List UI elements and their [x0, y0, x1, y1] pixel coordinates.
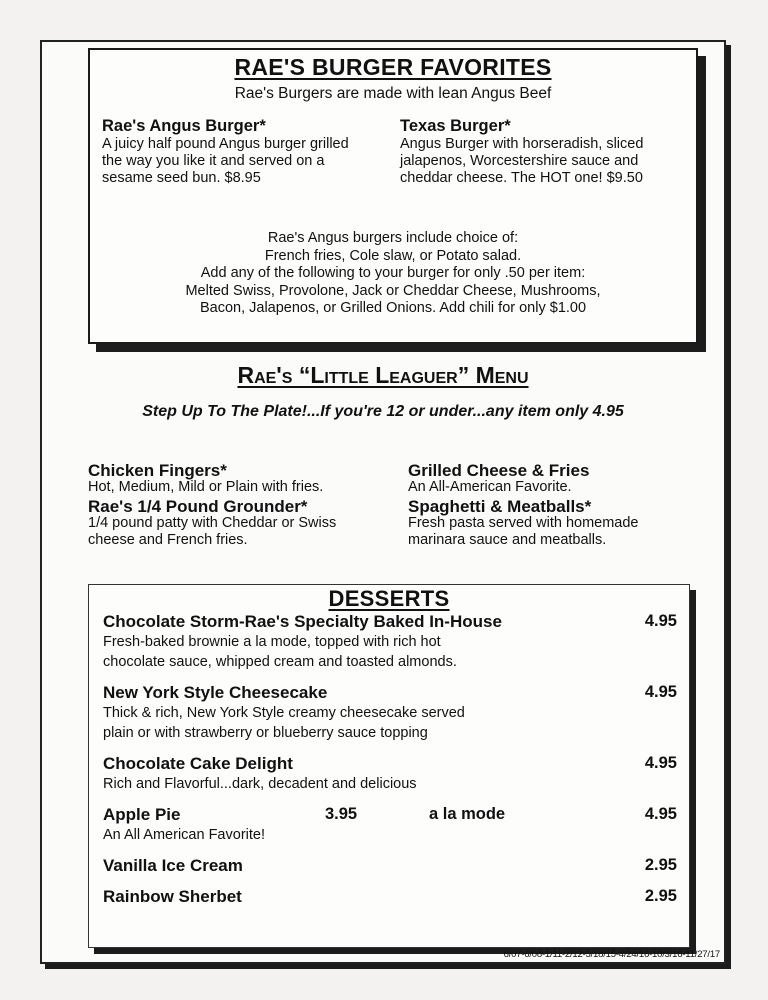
dessert-item: [103, 753, 677, 794]
texas-burger-item: [400, 118, 690, 187]
dessert-name: Vanilla Ice Cream: [103, 856, 243, 875]
item-name: Rae's 1/4 Pound Grounder*: [88, 497, 308, 516]
burger-includes-note: [90, 230, 696, 318]
includes-line: Add any of the following to your burger for only .50 per item:: [200, 265, 586, 281]
dessert-price: 2.95: [644, 887, 677, 905]
includes-line: French fries, Cole slaw, or Potato salad.: [264, 247, 522, 264]
angus-burger-item: [102, 118, 372, 187]
burger-favorites-box: [88, 48, 698, 344]
item-description: Angus Burger with horseradish, sliced jalapenos, Worcestershire sauce and cheddar cheese. The HOT one! $9.50: [400, 136, 644, 186]
item-description: A juicy half pound Angus burger grilled the way you like it and served on a sesame seed bun. $8.95: [102, 136, 349, 186]
revision-code: 6/07-6/08-1/11-2/12-5/18/15-4/24/16-10/3/16-11/27/17: [503, 949, 720, 960]
dessert-item: [103, 855, 677, 876]
dessert-description: An All American Favorite!: [103, 827, 265, 843]
includes-line: Bacon, Jalapenos, or Grilled Onions. Add chili for only $1.00: [199, 300, 587, 316]
dessert-item: [103, 804, 677, 845]
burger-section-title: RAE'S BURGER FAVORITES: [234, 54, 552, 80]
item-name: Texas Burger*: [400, 117, 511, 135]
dessert-name: Chocolate Storm-Rae's Specialty Baked In-House: [103, 612, 502, 631]
little-leaguer-tagline: Step Up To The Plate!...If you're 12 or under...any item only 4.95: [142, 403, 624, 420]
little-leaguer-title: Rae's “Little Leaguer” Menu: [237, 362, 529, 388]
item-description: An All-American Favorite.: [408, 479, 572, 495]
a-la-mode-label: a la mode: [429, 805, 506, 823]
dessert-item: [103, 886, 677, 907]
includes-line: Melted Swiss, Provolone, Jack or Cheddar Cheese, Mushrooms,: [185, 282, 601, 299]
dessert-item: [103, 611, 677, 672]
item-name: Chicken Fingers*: [88, 461, 227, 480]
dessert-price: 2.95: [644, 856, 677, 874]
little-leaguer-left-column: [88, 462, 378, 551]
desserts-title: DESSERTS: [328, 586, 450, 611]
dessert-name: Chocolate Cake Delight: [103, 754, 293, 773]
item-name: Grilled Cheese & Fries: [408, 461, 590, 480]
dessert-name: Apple Pie: [103, 805, 181, 824]
item-name: Spaghetti & Meatballs*: [408, 497, 592, 516]
dessert-item: [103, 682, 677, 743]
item-description: Fresh pasta served with homemade marinara sauce and meatballs.: [408, 515, 639, 548]
dessert-name: New York Style Cheesecake: [103, 683, 328, 702]
item-description: 1/4 pound patty with Cheddar or Swiss cheese and French fries.: [88, 515, 337, 548]
dessert-price: 4.95: [644, 805, 677, 823]
dessert-description: Fresh-baked brownie a la mode, topped with rich hot chocolate sauce, whipped cream and toasted almonds.: [103, 634, 457, 670]
little-leaguer-right-column: [408, 462, 698, 551]
item-name: Rae's Angus Burger*: [102, 117, 266, 135]
menu-page: [40, 40, 726, 964]
desserts-list: [103, 611, 677, 917]
desserts-box: [88, 584, 690, 948]
burger-section-subtitle: Rae's Burgers are made with lean Angus Beef: [234, 85, 552, 102]
includes-line: Rae's Angus burgers include choice of:: [267, 230, 519, 246]
item-description: Hot, Medium, Mild or Plain with fries.: [88, 479, 324, 495]
dessert-price: 4.95: [644, 612, 677, 630]
dessert-price-plain: 3.95: [325, 805, 358, 823]
dessert-description: Rich and Flavorful...dark, decadent and delicious: [103, 776, 417, 792]
dessert-name: Rainbow Sherbet: [103, 887, 242, 906]
dessert-description: Thick & rich, New York Style creamy cheesecake served plain or with strawberry or blueberry sauce topping: [103, 705, 465, 741]
dessert-price: 4.95: [644, 683, 677, 701]
dessert-price: 4.95: [644, 754, 677, 772]
